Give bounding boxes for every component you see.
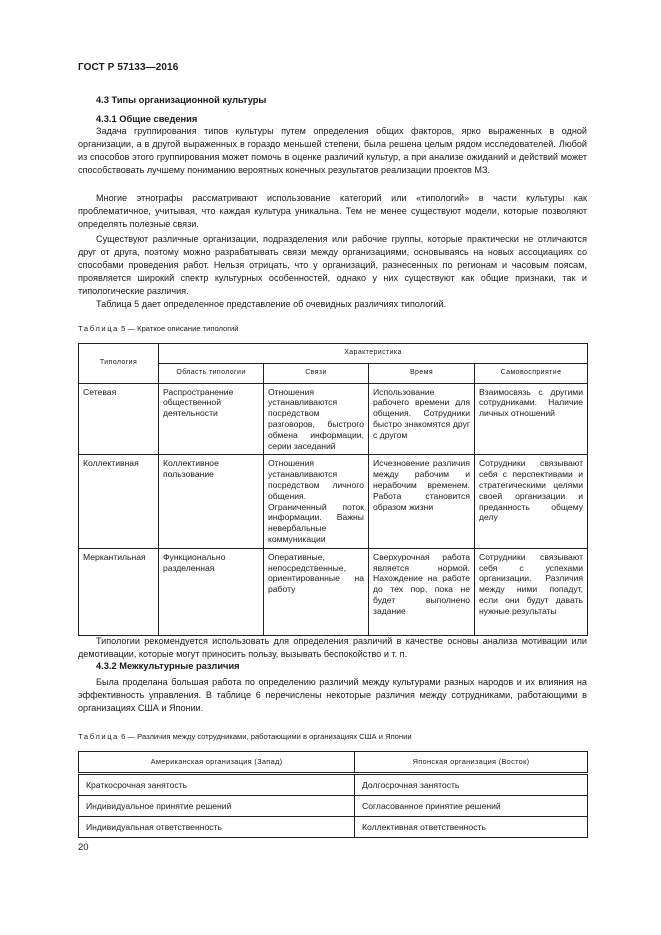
table5-cell-time: Сверхурочная работа является нормой. Нахождение на работе до тех пор, пока не будет выполнено задание: [369, 548, 475, 635]
paragraph-4: Таблица 5 дает определенное представление об очевидных различиях типологий.: [96, 299, 447, 309]
subsection-heading-intercultural: 4.3.2 Межкультурные различия: [96, 661, 240, 671]
table6-cell-west: Краткосрочная занятость: [79, 774, 355, 796]
table6-col-west: Американская организация (Запад): [79, 752, 355, 774]
paragraph-3: Существуют различные организации, подразделения или рабочие группы, которые практически не отличаются друг от друга, поэтому можно разрабатывать связи между организациями, основываясь на новых ассоциациях со способами проведения работ. Нельзя отрицать, что у организаций, разнесенных по регионам и часовым поясам, проявляется широкий спектр культурных особенностей, однако у них существуют как общие признаки, так и типологические различия.: [78, 234, 587, 296]
table6-cell-west: Индивидуальное принятие решений: [79, 796, 355, 817]
table-row: [79, 774, 588, 796]
table5-cell-links: Отношения устанавливаются посредством личного общения. Ограниченный поток информации. Важны невербальные коммуникации: [264, 455, 369, 548]
table5-cell-links: Отношения устанавливаются посредством разговоров, быстрого обмена информации, серии заседаний: [264, 383, 369, 455]
table5-cell-self: Сотрудники связывают себя с перспективами и стратегическими целями своей организации и преданность общему делу: [475, 455, 588, 548]
table6-cell-east: Согласованное принятие решений: [355, 796, 588, 817]
typology-table: [78, 343, 588, 636]
table6-cell-east: Коллективная ответственность: [355, 817, 588, 838]
table5-subcol-self: Самовосприятие: [475, 363, 588, 383]
table5-subcol-time: Время: [369, 363, 475, 383]
table-row: [79, 817, 588, 838]
table6-caption-label: Таблица: [78, 732, 119, 741]
section-heading: 4.3 Типы организационной культуры: [96, 95, 267, 105]
table-row: [79, 455, 588, 548]
table5-subcol-links: Связи: [264, 363, 369, 383]
table6-cell-west: Индивидуальная ответственность: [79, 817, 355, 838]
table5-col-characteristic: Характеристика: [159, 344, 588, 364]
table6-caption-text: 6 — Различия между сотрудниками, работающими в организациях США и Японии: [121, 732, 412, 741]
differences-table: [78, 751, 588, 838]
paragraph-after-table5: Типологии рекомендуется использовать для определения различий в качестве основы анализа мотивации или демотивации, которые могут приносить пользу, вызывать беспокойство и т. п.: [78, 636, 587, 659]
table5-caption-label: Таблица: [78, 324, 119, 333]
table-row: [79, 796, 588, 817]
table5-caption-text: 5 — Краткое описание типологий: [121, 324, 239, 333]
table6-col-east: Японская организация (Восток): [355, 752, 588, 774]
table-row: [79, 383, 588, 455]
subsection-heading-general: 4.3.1 Общие сведения: [96, 114, 198, 124]
paragraph-1: Задача группирования типов культуры путем определения общих факторов, ярко выраженных в одной организации, а в другой выраженных в гораздо меньшей степени, была решена целым рядом исследователей. Любой из способов этого группирования может помочь в оценке различий культур, а при анализе ожиданий и действий может способствовать лучшему пониманию вероятных конечных результатов реализации проектов МЗ.: [78, 126, 587, 175]
table5-subcol-area: Область типологии: [159, 363, 264, 383]
table5-caption: [78, 324, 239, 333]
table5-col-typology: Типология: [79, 344, 159, 384]
document-header: ГОСТ Р 57133—2016: [78, 62, 179, 73]
table6-caption: [78, 732, 412, 741]
table5-cell-name: Сетевая: [79, 383, 159, 455]
table5-cell-name: Меркантильная: [79, 548, 159, 635]
table5-cell-time: Исчезновение различия между рабочим и нерабочим временем. Работа становится образом жизни: [369, 455, 475, 548]
table5-cell-area: Коллективное пользование: [159, 455, 264, 548]
page-number: 20: [78, 842, 89, 853]
table5-cell-area: Функционально разделенная: [159, 548, 264, 635]
table-row: [79, 548, 588, 635]
table5-cell-links: Оперативные, непосредственные, ориентированные на работу: [264, 548, 369, 635]
table5-cell-self: Взаимосвязь с другими сотрудниками. Наличие личных отношений: [475, 383, 588, 455]
table5-cell-area: Распространение общественной деятельности: [159, 383, 264, 455]
paragraph-2: Многие этнографы рассматривают использование категорий или «типологий» в части культуры как проблематичное, учитывая, что каждая культура уникальна. Тем не менее существуют модели, которые позволяют определять полезные связи.: [78, 193, 587, 229]
paragraph-intercultural: Была проделана большая работа по определению различий между культурами разных народов и их влияния на эффективность управления. В таблице 6 перечислены некоторые различия между сотрудниками, работающими в организациях США и Японии.: [78, 677, 587, 713]
table5-cell-name: Коллективная: [79, 455, 159, 548]
table5-cell-time: Использование рабочего времени для общения. Сотрудники быстро знакомятся друг с другом: [369, 383, 475, 455]
table6-cell-east: Долгосрочная занятость: [355, 774, 588, 796]
table5-cell-self: Сотрудники связывают себя с успехами организации. Различия между ними попадут, если они будут давать нужные результаты: [475, 548, 588, 635]
